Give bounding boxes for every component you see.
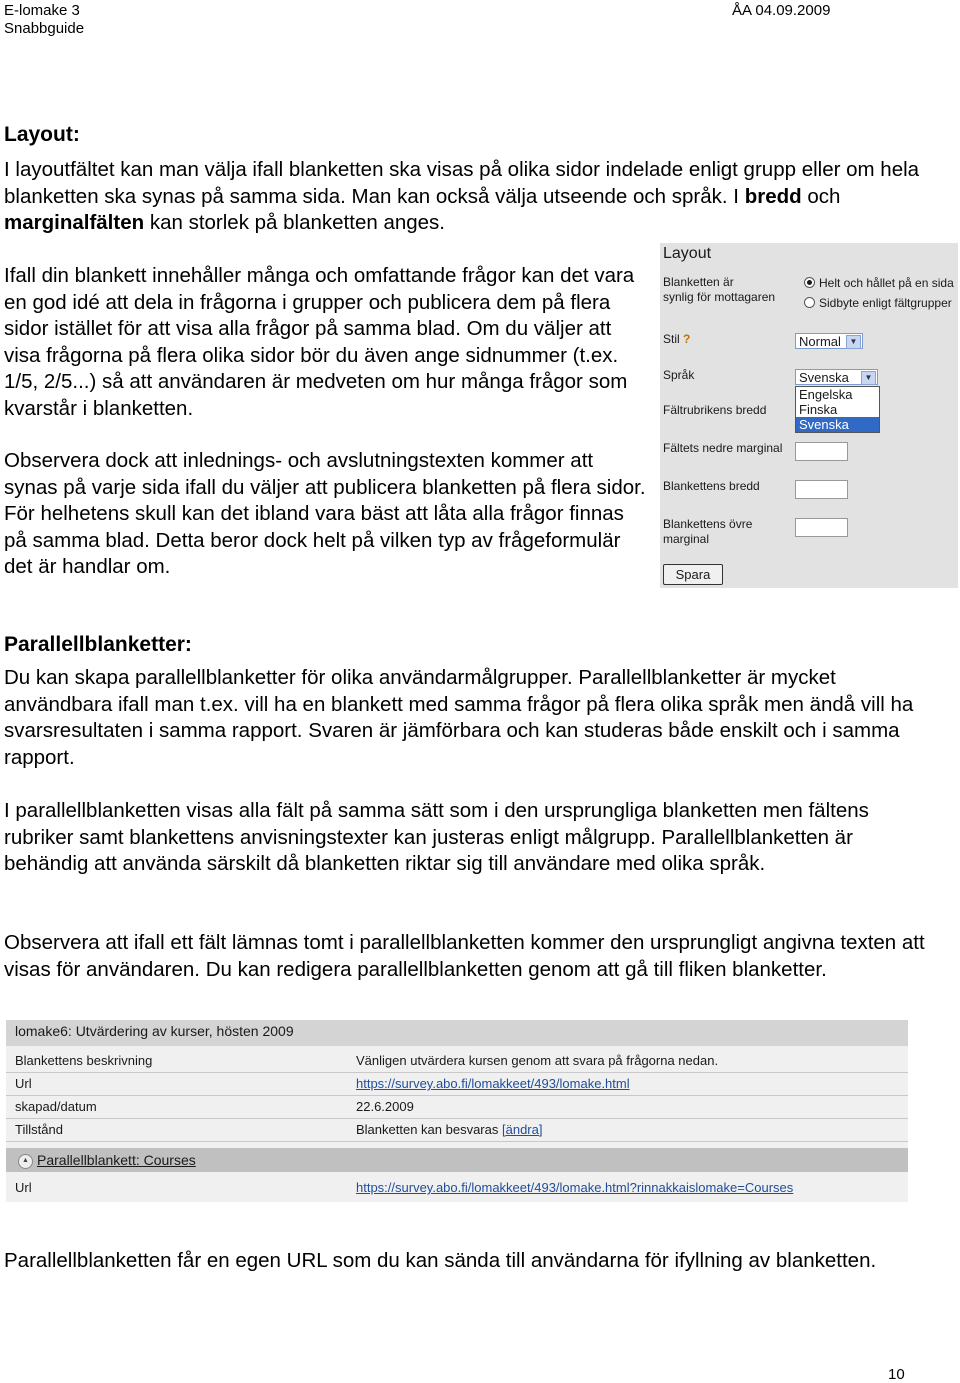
radio-page-break[interactable]: [804, 297, 815, 308]
parallel-form-title[interactable]: Parallellblankett: Courses: [37, 1152, 196, 1168]
chevron-down-icon: ▼: [861, 371, 876, 385]
header-subtitle: Snabbguide: [4, 20, 85, 37]
form-top-margin-label: Blankettens övre marginal: [663, 517, 753, 546]
form-overview-screenshot: [6, 1020, 908, 1202]
layout-settings-panel: [660, 243, 958, 588]
language-dropdown: [795, 386, 880, 433]
top-margin-input[interactable]: [795, 518, 848, 537]
style-label: Stil ?: [663, 332, 691, 346]
field-bottom-margin-label: Fältets nedre marginal: [663, 441, 783, 455]
panel-title: Layout: [663, 245, 712, 262]
radio-one-page[interactable]: [804, 277, 815, 288]
table-row: Blankettens beskrivning Vänligen utvärdera kursen genom att svara på frågorna nedan.: [6, 1050, 908, 1073]
layout-paragraph-1: Ifall din blankett innehåller många och omfattande frågor kan det vara en god idé att dela in frågorna i grupper och publicera dem på flera sidor istället för att visa alla frågor på samma blad. Om du väljer att visa frågorna på flera olika sidor bör du även ange sidnummer (t.ex. 1/5, 2/5...) så att användaren är medveten om hur många frågor som kvarstår i blanketten.: [4, 264, 635, 420]
language-option-swedish[interactable]: Svenska: [796, 417, 879, 432]
display-label: Blanketten är synlig för mottagaren: [663, 275, 776, 304]
doc-header-left: [4, 2, 84, 38]
field-title-width-label: Fältrubrikens bredd: [663, 403, 767, 417]
radio-page-break-label: Sidbyte enligt fältgrupper: [819, 296, 952, 310]
layout-heading: Layout:: [4, 123, 80, 146]
radio-one-page-label: Helt och hållet på en sida: [819, 276, 954, 290]
form-url-link[interactable]: https://survey.abo.fi/lomakkeet/493/lomake.html: [356, 1076, 630, 1091]
parallel-paragraph-2: I parallellblanketten visas alla fält på samma sätt som i den ursprungliga blanketten men fältens rubriker samt blankettens anvisningstexter kan justeras enligt målgrupp. Parallellblanketten är behändig att använda särskilt då blanketten riktar sig till användare med olika språk.: [4, 799, 869, 875]
table-row: Url https://survey.abo.fi/lomakkeet/493/lomake.html: [6, 1073, 908, 1096]
header-title: E-lomake 3: [4, 2, 80, 19]
parallel-url-link[interactable]: https://survey.abo.fi/lomakkeet/493/lomake.html?rinnakkaislomake=Courses: [356, 1180, 794, 1195]
parallel-form-header[interactable]: [6, 1148, 908, 1172]
table-row: Tillstånd Blanketten kan besvaras [ändra]: [6, 1119, 908, 1142]
page-number: 10: [888, 1366, 905, 1383]
parallel-paragraph-1: Du kan skapa parallellblanketter för olika användarmålgrupper. Parallellblanketter är mycket användbara ifall man t.ex. vill ha en blankett med samma frågor på flera olika språk men ändå vill ha svarsresultaten i samma rapport. Svaren är jämförbara och kan studeras både enskilt och i samma rapport.: [4, 666, 914, 769]
style-select[interactable]: Normal ▼: [795, 333, 863, 349]
change-state-link[interactable]: [ändra]: [502, 1122, 543, 1137]
form-width-label: Blankettens bredd: [663, 479, 760, 493]
parallel-paragraph-3: Observera att ifall ett fält lämnas tomt i parallellblanketten kommer den ursprungligt angivna texten att visas för användaren. Du kan redigera parallellblanketten genom att gå till fliken blanketter.: [4, 931, 925, 981]
save-button[interactable]: Spara: [663, 564, 723, 585]
form-width-input[interactable]: [795, 480, 848, 499]
table-row: skapad/datum 22.6.2009: [6, 1096, 908, 1119]
form-title: lomake6: Utvärdering av kurser, hösten 2009: [6, 1020, 908, 1046]
layout-paragraph-2: Observera dock att inlednings- och avslutningstexten kommer att synas på varje sida ifall du väljer att publicera blanketten på flera sidor. För helhetens skull kan det ibland vara bäst att låta alla frågor finnas på samma blad. Detta beror dock helt på vilken typ av frågeformulär det är handlar om.: [4, 449, 646, 578]
bottom-margin-input[interactable]: [795, 442, 848, 461]
header-date: ÅA 04.09.2009: [732, 2, 831, 19]
chevron-up-icon[interactable]: ▲: [18, 1154, 33, 1169]
table-row: Url https://survey.abo.fi/lomakkeet/493/lomake.html?rinnakkaislomake=Courses: [6, 1177, 908, 1199]
help-icon[interactable]: ?: [683, 332, 691, 346]
language-option-english[interactable]: Engelska: [799, 387, 853, 402]
language-select[interactable]: Svenska ▼: [795, 369, 878, 385]
language-option-finnish[interactable]: Finska: [799, 402, 838, 417]
language-label: Språk: [663, 368, 695, 382]
chevron-down-icon: ▼: [846, 335, 861, 349]
layout-intro: I layoutfältet kan man välja ifall blanketten ska visas på olika sidor indelade enligt grupp eller om hela blanketten ska synas på samma sida. Man kan också välja utseende och språk. I bredd och marginalfälten kan storlek på blanketten anges.: [4, 158, 920, 234]
parallel-heading: Parallellblanketter:: [4, 633, 192, 656]
closing-paragraph: Parallellblanketten får en egen URL som du kan sända till användarna för ifyllning av blanketten.: [4, 1249, 877, 1272]
